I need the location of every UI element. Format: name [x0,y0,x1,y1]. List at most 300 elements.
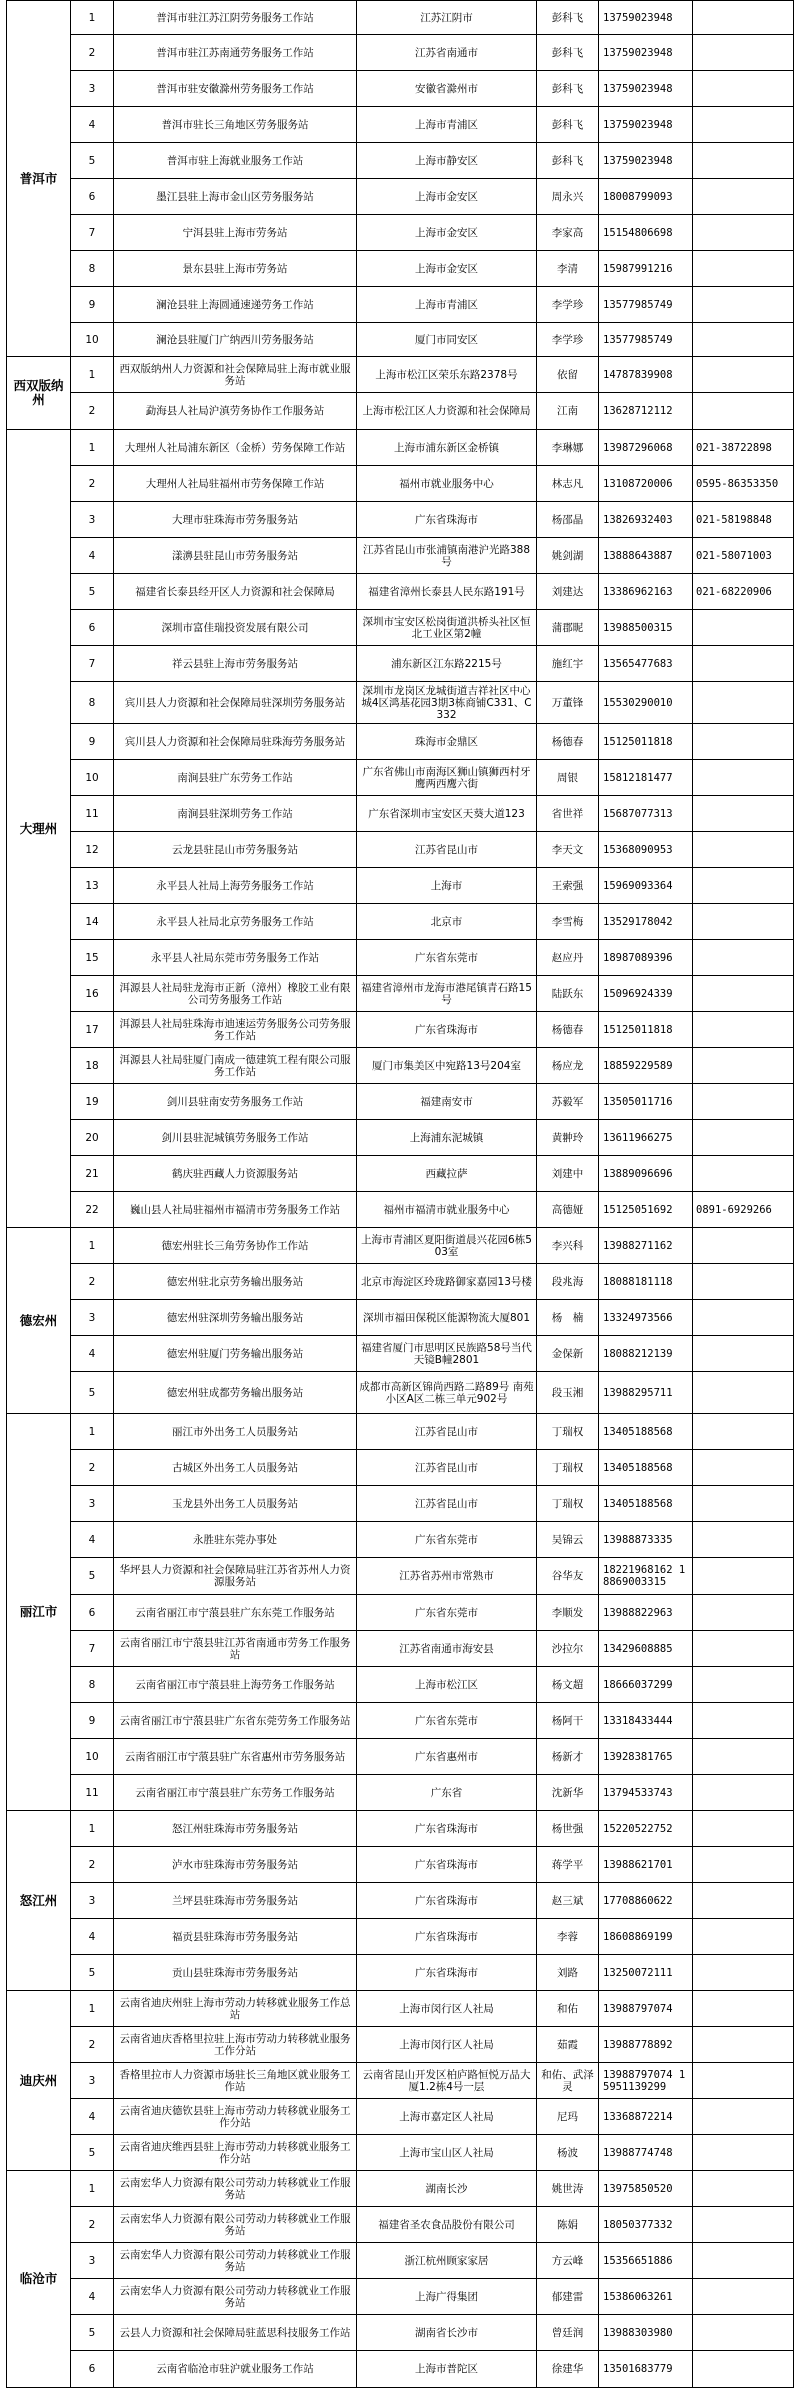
address-cell: 广东省珠海市 [357,1919,537,1955]
phone-cell: 13501683779 [599,2351,693,2388]
station-name-cell: 福建省长泰县经开区人力资源和社会保障局 [114,574,357,610]
phone-cell: 15096924339 [599,976,693,1012]
index-cell: 1 [71,1991,114,2027]
index-cell: 13 [71,868,114,904]
index-cell: 5 [71,143,114,179]
phone-cell: 13988500315 [599,610,693,646]
phone-cell: 13759023948 [599,35,693,71]
index-cell: 3 [71,1486,114,1522]
table-row [7,287,794,323]
address-cell: 江苏省昆山市 [357,832,537,868]
station-name-cell: 永平县人社局上海劳务服务工作站 [114,868,357,904]
contact-person-cell: 高德娅 [537,1192,599,1228]
landline-cell [693,1955,794,1991]
index-cell: 16 [71,976,114,1012]
landline-cell [693,215,794,251]
phone-cell: 13386962163 [599,574,693,610]
contact-person-cell: 赵应丹 [537,940,599,976]
contact-person-cell: 赵三斌 [537,1883,599,1919]
landline-cell [693,1120,794,1156]
index-cell: 4 [71,1336,114,1372]
station-name-cell: 漾濞县驻昆山市劳务服务站 [114,538,357,574]
table-row [7,2243,794,2279]
landline-cell [693,1336,794,1372]
station-name-cell: 云南宏华人力资源有限公司劳动力转移就业工作服务站 [114,2171,357,2207]
region-cell: 德宏州 [7,1228,71,1414]
table-row [7,251,794,287]
table-row [7,904,794,940]
station-name-cell: 永平县人社局东莞市劳务服务工作站 [114,940,357,976]
landline-cell [693,2135,794,2171]
index-cell: 6 [71,2351,114,2388]
landline-cell [693,796,794,832]
contact-person-cell: 李天文 [537,832,599,868]
phone-cell: 13759023948 [599,143,693,179]
landline-cell [693,1486,794,1522]
contact-person-cell: 尼玛 [537,2099,599,2135]
station-name-cell: 墨江县驻上海市金山区劳务服务站 [114,179,357,215]
station-name-cell: 兰坪县驻珠海市劳务服务站 [114,1883,357,1919]
index-cell: 18 [71,1048,114,1084]
contact-person-cell: 曾廷润 [537,2315,599,2351]
index-cell: 10 [71,760,114,796]
phone-cell: 17708860622 [599,1883,693,1919]
phone-cell: 15987991216 [599,251,693,287]
station-name-cell: 云南省丽江市宁蒗县驻广东省东莞劳务工作服务站 [114,1703,357,1739]
station-name-cell: 云南宏华人力资源有限公司劳动力转移就业工作服务站 [114,2243,357,2279]
contact-person-cell: 和佑、武泽灵 [537,2063,599,2099]
station-name-cell: 澜沧县驻上海圆通速递劳务工作站 [114,287,357,323]
landline-cell [693,868,794,904]
table-row [7,610,794,646]
station-name-cell: 德宏州驻深圳劳务输出服务站 [114,1300,357,1336]
contact-person-cell: 杨德春 [537,1012,599,1048]
table-row [7,1084,794,1120]
landline-cell [693,1811,794,1847]
station-name-cell: 永胜驻东莞办事处 [114,1522,357,1558]
station-name-cell: 云龙县驻昆山市劳务服务站 [114,832,357,868]
table-row [7,1775,794,1811]
address-cell: 浦东新区江东路2215号 [357,646,537,682]
phone-cell: 13759023948 [599,107,693,143]
landline-cell [693,2063,794,2099]
phone-cell: 15969093364 [599,868,693,904]
phone-cell: 13108720006 [599,466,693,502]
index-cell: 2 [71,2207,114,2243]
address-cell: 湖南省长沙市 [357,2315,537,2351]
table-row [7,2351,794,2388]
station-name-cell: 宾川县人力资源和社会保障局驻深圳劳务服务站 [114,682,357,724]
index-cell: 5 [71,1558,114,1595]
phone-cell: 18987089396 [599,940,693,976]
table-row [7,1883,794,1919]
phone-cell: 13759023948 [599,1,693,35]
table-row [7,1414,794,1450]
address-cell: 福州市就业服务中心 [357,466,537,502]
address-cell: 安徽省滁州市 [357,71,537,107]
contact-person-cell: 黄翀玲 [537,1120,599,1156]
table-row [7,646,794,682]
table-row [7,1703,794,1739]
index-cell: 2 [71,1847,114,1883]
index-cell: 1 [71,1,114,35]
index-cell: 7 [71,646,114,682]
index-cell: 10 [71,323,114,357]
phone-cell: 14787839908 [599,357,693,393]
table-row [7,71,794,107]
landline-cell [693,1,794,35]
index-cell: 2 [71,1450,114,1486]
phone-cell: 15687077313 [599,796,693,832]
index-cell: 9 [71,724,114,760]
index-cell: 9 [71,287,114,323]
address-cell: 广东省珠海市 [357,1811,537,1847]
station-name-cell: 云南省丽江市宁蒗县驻广东东莞工作服务站 [114,1595,357,1631]
table-body [7,1,794,2388]
address-cell: 上海市青浦区夏阳街道晨兴花园6栋503室 [357,1228,537,1264]
station-name-cell: 勐海县人社局沪滇劳务协作工作服务站 [114,393,357,430]
contact-person-cell: 沈新华 [537,1775,599,1811]
contact-person-cell: 杨新才 [537,1739,599,1775]
table-row [7,143,794,179]
address-cell: 广东省 [357,1775,537,1811]
phone-cell: 13611966275 [599,1120,693,1156]
landline-cell [693,357,794,393]
address-cell: 上海市金安区 [357,215,537,251]
station-name-cell: 丽江市外出务工人员服务站 [114,1414,357,1450]
index-cell: 6 [71,1595,114,1631]
phone-cell: 15356651886 [599,2243,693,2279]
index-cell: 2 [71,393,114,430]
phone-cell: 15154806698 [599,215,693,251]
address-cell: 福建省漳州市龙海市港尾镇青石路15号 [357,976,537,1012]
phone-cell: 13429608885 [599,1631,693,1667]
station-name-cell: 德宏州驻厦门劳务输出服务站 [114,1336,357,1372]
index-cell: 3 [71,1300,114,1336]
contact-person-cell: 徐建华 [537,2351,599,2388]
index-cell: 1 [71,1228,114,1264]
phone-cell: 18859229589 [599,1048,693,1084]
table-row [7,1847,794,1883]
index-cell: 21 [71,1156,114,1192]
table-row [7,1012,794,1048]
index-cell: 1 [71,1811,114,1847]
phone-cell: 13405188568 [599,1450,693,1486]
station-name-cell: 剑川县驻泥城镇劳务服务工作站 [114,1120,357,1156]
station-name-cell: 云南省丽江市宁蒗县驻广东省惠州市劳务服务站 [114,1739,357,1775]
contact-person-cell: 段玉湘 [537,1372,599,1414]
landline-cell: 021-58198848 [693,502,794,538]
landline-cell [693,1991,794,2027]
index-cell: 1 [71,430,114,466]
table-row [7,215,794,251]
landline-cell [693,2279,794,2315]
table-row [7,2315,794,2351]
phone-cell: 15125011818 [599,724,693,760]
contact-person-cell: 杨世强 [537,1811,599,1847]
station-name-cell: 普洱市驻长三角地区劳务服务站 [114,107,357,143]
landline-cell [693,107,794,143]
landline-cell [693,323,794,357]
station-name-cell: 贡山县驻珠海市劳务服务站 [114,1955,357,1991]
phone-cell: 15125011818 [599,1012,693,1048]
contact-person-cell: 彭科飞 [537,71,599,107]
region-cell: 怒江州 [7,1811,71,1991]
landline-cell [693,1048,794,1084]
phone-cell: 13988797074 15951139299 [599,2063,693,2099]
contact-person-cell: 李学珍 [537,323,599,357]
address-cell: 福建省圣农食品股份有限公司 [357,2207,537,2243]
contact-person-cell: 杨文超 [537,1667,599,1703]
address-cell: 江苏省昆山市 [357,1414,537,1450]
landline-cell [693,1372,794,1414]
table-row [7,1336,794,1372]
station-name-cell: 景东县驻上海市劳务站 [114,251,357,287]
index-cell: 20 [71,1120,114,1156]
phone-cell: 15125051692 [599,1192,693,1228]
contact-person-cell: 刘建中 [537,1156,599,1192]
contact-person-cell: 丁瑞权 [537,1414,599,1450]
table-row [7,2171,794,2207]
station-name-cell: 云南宏华人力资源有限公司劳动力转移就业工作服务站 [114,2279,357,2315]
contact-person-cell: 周银 [537,760,599,796]
address-cell: 广东省珠海市 [357,502,537,538]
station-name-cell: 香格里拉市人力资源市场驻长三角地区就业服务工作站 [114,2063,357,2099]
phone-cell: 13988303980 [599,2315,693,2351]
phone-cell: 18608869199 [599,1919,693,1955]
index-cell: 3 [71,2243,114,2279]
contact-person-cell: 李蓉 [537,1919,599,1955]
landline-cell: 0595-86353350 [693,466,794,502]
station-name-cell: 云南省丽江市宁蒗县驻江苏省南通市劳务工作服务站 [114,1631,357,1667]
landline-cell [693,2027,794,2063]
contact-person-cell: 沙拉尔 [537,1631,599,1667]
index-cell: 8 [71,1667,114,1703]
table-row [7,1,794,35]
contact-person-cell: 李雪梅 [537,904,599,940]
index-cell: 4 [71,538,114,574]
landline-cell [693,1739,794,1775]
station-name-cell: 澜沧县驻厦门广纳西川劳务服务站 [114,323,357,357]
index-cell: 19 [71,1084,114,1120]
station-name-cell: 西双版纳州人力资源和社会保障局驻上海市就业服务站 [114,357,357,393]
index-cell: 5 [71,2135,114,2171]
address-cell: 广东省珠海市 [357,1847,537,1883]
table-row [7,1558,794,1595]
contact-person-cell: 陆跃东 [537,976,599,1012]
address-cell: 湖南长沙 [357,2171,537,2207]
address-cell: 江苏省昆山市张浦镇南港沪光路388号 [357,538,537,574]
contact-person-cell: 万董锋 [537,682,599,724]
region-cell: 西双版纳州 [7,357,71,430]
landline-cell: 021-68220906 [693,574,794,610]
address-cell: 广东省东莞市 [357,1703,537,1739]
labor-service-station-sheet [6,0,793,2388]
address-cell: 广东省惠州市 [357,1739,537,1775]
landline-cell [693,1414,794,1450]
address-cell: 上海市松江区人力资源和社会保障局 [357,393,537,430]
index-cell: 7 [71,215,114,251]
index-cell: 2 [71,1264,114,1300]
landline-cell [693,1300,794,1336]
station-name-cell: 玉龙县外出务工人员服务站 [114,1486,357,1522]
table-row [7,1372,794,1414]
station-name-cell: 德宏州驻北京劳务输出服务站 [114,1264,357,1300]
landline-cell [693,1775,794,1811]
contact-person-cell: 丁瑞权 [537,1450,599,1486]
index-cell: 1 [71,1414,114,1450]
contact-person-cell: 金保新 [537,1336,599,1372]
landline-cell [693,393,794,430]
contact-person-cell: 吴锦云 [537,1522,599,1558]
phone-cell: 13928381765 [599,1739,693,1775]
landline-cell [693,2207,794,2243]
contact-person-cell: 杨波 [537,2135,599,2171]
index-cell: 4 [71,2099,114,2135]
landline-cell [693,976,794,1012]
landline-cell [693,1156,794,1192]
address-cell: 厦门市同安区 [357,323,537,357]
address-cell: 广东省东莞市 [357,940,537,976]
landline-cell [693,1847,794,1883]
table-row [7,107,794,143]
contact-person-cell: 王索强 [537,868,599,904]
table-row [7,1228,794,1264]
index-cell: 3 [71,71,114,107]
contact-person-cell: 方云峰 [537,2243,599,2279]
address-cell: 上海市青浦区 [357,287,537,323]
index-cell: 11 [71,796,114,832]
address-cell: 上海市嘉定区人社局 [357,2099,537,2135]
phone-cell: 18666037299 [599,1667,693,1703]
landline-cell [693,646,794,682]
table-row [7,1300,794,1336]
landline-cell [693,904,794,940]
phone-cell: 13889096696 [599,1156,693,1192]
index-cell: 9 [71,1703,114,1739]
contact-person-cell: 刘路 [537,1955,599,1991]
address-cell: 广东省深圳市宝安区天葵大道123 [357,796,537,832]
landline-cell [693,1228,794,1264]
station-name-cell: 剑川县驻南安劳务服务工作站 [114,1084,357,1120]
contact-person-cell: 李清 [537,251,599,287]
region-cell: 普洱市 [7,1,71,357]
table-row [7,357,794,393]
table-row [7,1192,794,1228]
phone-cell: 13577985749 [599,287,693,323]
station-name-cell: 云南省丽江市宁蒗县驻上海劳务工作服务站 [114,1667,357,1703]
contact-person-cell: 刘建达 [537,574,599,610]
index-cell: 4 [71,1919,114,1955]
landline-cell [693,1084,794,1120]
phone-cell: 13988822963 [599,1595,693,1631]
index-cell: 8 [71,251,114,287]
address-cell: 北京市 [357,904,537,940]
phone-cell: 13794533743 [599,1775,693,1811]
contact-person-cell: 杨德春 [537,724,599,760]
landline-cell [693,1450,794,1486]
contact-person-cell: 彭科飞 [537,1,599,35]
landline-cell [693,1595,794,1631]
contact-person-cell: 谷华友 [537,1558,599,1595]
table-row [7,1120,794,1156]
index-cell: 17 [71,1012,114,1048]
service-station-table [6,0,794,2388]
station-name-cell: 宾川县人力资源和社会保障局驻珠海劳务服务站 [114,724,357,760]
station-name-cell: 普洱市驻上海就业服务工作站 [114,143,357,179]
contact-person-cell: 蒋学平 [537,1847,599,1883]
table-row [7,430,794,466]
landline-cell [693,1012,794,1048]
phone-cell: 13565477683 [599,646,693,682]
landline-cell [693,287,794,323]
table-row [7,502,794,538]
station-name-cell: 洱源县人社局驻厦门南成一德建筑工程有限公司服务工作站 [114,1048,357,1084]
index-cell: 5 [71,1372,114,1414]
table-row [7,35,794,71]
address-cell: 上海市金安区 [357,179,537,215]
address-cell: 上海市普陀区 [357,2351,537,2388]
address-cell: 上海市浦东新区金桥镇 [357,430,537,466]
contact-person-cell: 李家高 [537,215,599,251]
station-name-cell: 古城区外出务工人员服务站 [114,1450,357,1486]
address-cell: 上海市 [357,868,537,904]
index-cell: 11 [71,1775,114,1811]
table-row [7,2279,794,2315]
landline-cell [693,682,794,724]
station-name-cell: 德宏州驻成都劳务输出服务站 [114,1372,357,1414]
station-name-cell: 云南省迪庆德钦县驻上海市劳动力转移就业服务工作分站 [114,2099,357,2135]
address-cell: 广东省珠海市 [357,1012,537,1048]
landline-cell [693,1883,794,1919]
index-cell: 3 [71,502,114,538]
station-name-cell: 洱源县人社局驻珠海市迪速运劳务服务公司劳务服务工作站 [114,1012,357,1048]
phone-cell: 13759023948 [599,71,693,107]
phone-cell: 13988797074 [599,1991,693,2027]
station-name-cell: 普洱市驻安徽滁州劳务服务工作站 [114,71,357,107]
address-cell: 上海市金安区 [357,251,537,287]
phone-cell: 13988778892 [599,2027,693,2063]
contact-person-cell: 蒲郡昵 [537,610,599,646]
index-cell: 2 [71,2027,114,2063]
phone-cell: 13405188568 [599,1414,693,1450]
table-row [7,868,794,904]
table-row [7,1991,794,2027]
landline-cell [693,724,794,760]
address-cell: 浙江杭州顾家家居 [357,2243,537,2279]
index-cell: 14 [71,904,114,940]
station-name-cell: 普洱市驻江苏南通劳务服务工作站 [114,35,357,71]
landline-cell [693,1264,794,1300]
contact-person-cell: 李顺发 [537,1595,599,1631]
table-row [7,2099,794,2135]
address-cell: 北京市海淀区玲珑路御家嘉园13号楼 [357,1264,537,1300]
address-cell: 上海浦东泥城镇 [357,1120,537,1156]
address-cell: 江苏省苏州市常熟市 [357,1558,537,1595]
contact-person-cell: 和佑 [537,1991,599,2027]
phone-cell: 13988774748 [599,2135,693,2171]
index-cell: 4 [71,1522,114,1558]
landline-cell [693,179,794,215]
landline-cell [693,1631,794,1667]
contact-person-cell: 林志凡 [537,466,599,502]
contact-person-cell: 杨应龙 [537,1048,599,1084]
index-cell: 2 [71,466,114,502]
table-row [7,1595,794,1631]
phone-cell: 18008799093 [599,179,693,215]
index-cell: 12 [71,832,114,868]
table-row [7,724,794,760]
